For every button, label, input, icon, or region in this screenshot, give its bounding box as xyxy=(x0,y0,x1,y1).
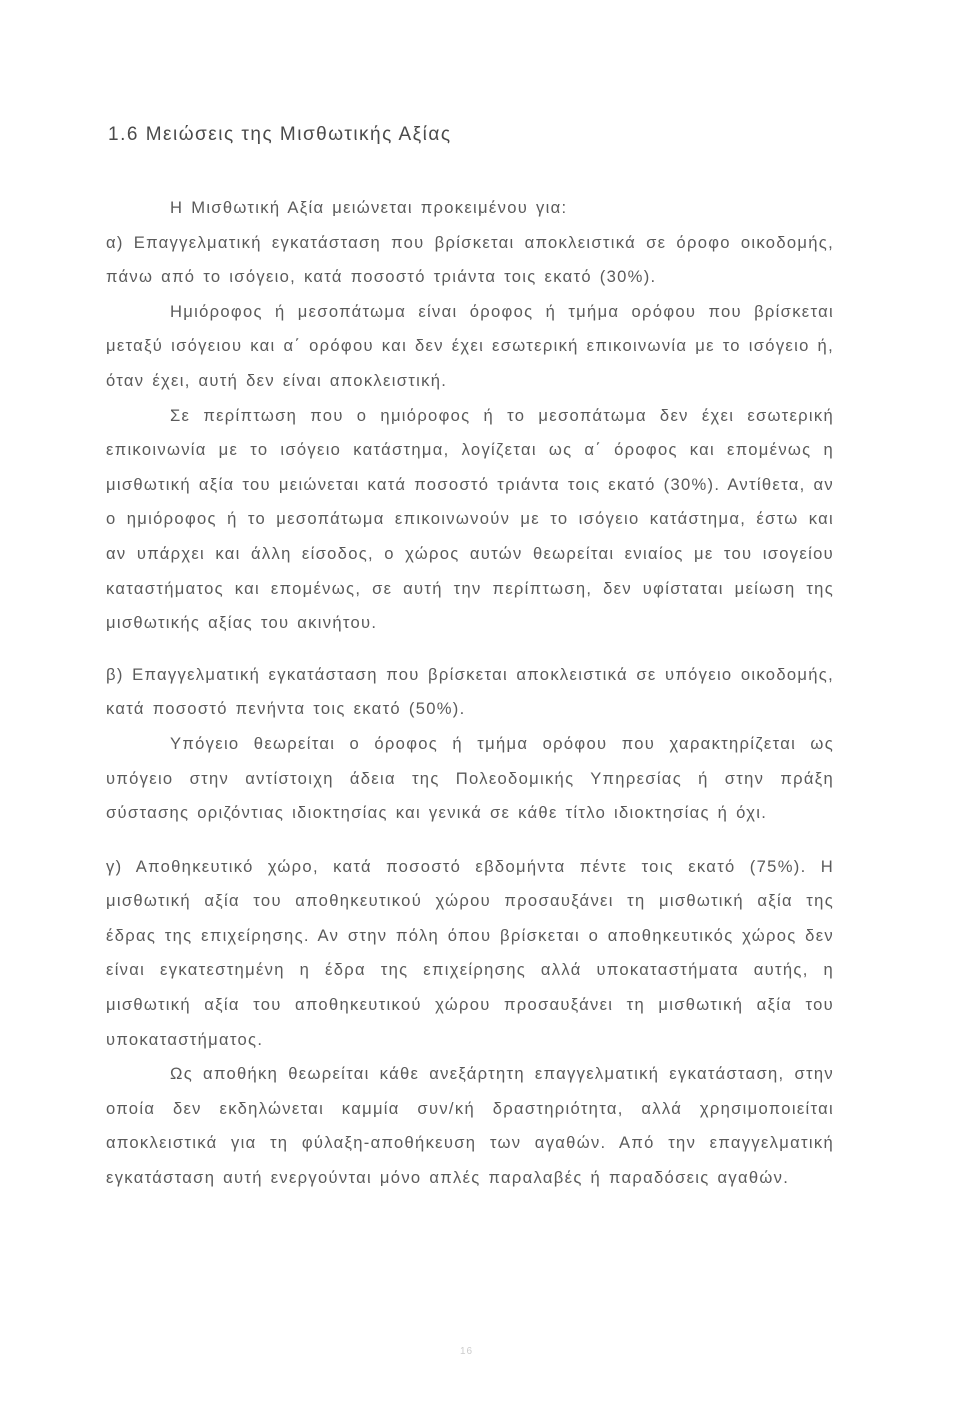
document-body xyxy=(106,191,834,1196)
paragraph-a-mezzanine-case: Σε περίπτωση που ο ημιόροφος ή το μεσοπάτωμα δεν έχει εσωτερική επικοινωνία με το ισόγειο κατάστημα, λογίζεται ως α΄ όροφος και επομένως η μισθωτική αξία του μειώνεται κατά ποσοστό τριάντα τοις εκατό (30%). Αντίθετα, αν ο ημιόροφος ή το μεσοπάτωμα επικοινωνούν με το ισόγειο κατάστημα, έστω και αν υπάρχει και άλλη είσοδος, ο χώρος αυτών θεωρείται ενιαίος με του ισογείου καταστήματος και επομένως, σε αυτή την περίπτωση, δεν υφίσταται μείωση της μισθωτικής αξίας του ακινήτου. xyxy=(106,405,834,633)
intro-paragraph: Η Μισθωτική Αξία μειώνεται προκειμένου για: xyxy=(170,198,568,217)
paragraph-c-main: γ) Αποθηκευτικό χώρο, κατά ποσοστό εβδομήντα πέντε τοις εκατό (75%). Η μισθωτική αξία του αποθηκευτικού χώρου προσαυξάνει τη μισθωτική αξία της έδρας της επιχείρησης. Αν στην πόλη όπου βρίσκεται ο αποθηκευτικός χώρος δεν είναι εγκατεστημένη η έδρα της επιχείρησης αλλά υποκαταστήματα αυτής, η μισθωτική αξία του αποθηκευτικού χώρου προσαυξάνει τη μισθωτική αξία του υποκαταστήματος. xyxy=(106,856,834,1049)
paragraph-a-mezzanine-definition: Ημιόροφος ή μεσοπάτωμα είναι όροφος ή τμήμα ορόφου που βρίσκεται μεταξύ ισόγειου και α΄ ορόφου και δεν έχει εσωτερική επικοινωνία με το ισόγειο ή, όταν έχει, αυτή δεν είναι αποκλειστική. xyxy=(106,301,834,390)
paragraph-b-basement-definition: Υπόγειο θεωρείται ο όροφος ή τμήμα ορόφου που χαρακτηρίζεται ως υπόγειο στην αντίστοιχη άδεια της Πολεοδομικής Υπηρεσίας ή στην πράξη σύστασης οριζόντιας ιδιοκτησίας και γενικά σε κάθε τίτλο ιδιοκτησίας ή όχι. xyxy=(106,733,834,823)
paragraph-b-main: β) Επαγγελματική εγκατάσταση που βρίσκεται αποκλειστικά σε υπόγειο οικοδομής, κατά ποσοστό πενήντα τοις εκατό (50%). xyxy=(106,664,834,719)
section-heading: 1.6 Μειώσεις της Μισθωτικής Αξίας xyxy=(108,124,452,145)
paragraph-a-main: α) Επαγγελματική εγκατάσταση που βρίσκεται αποκλειστικά σε όροφο οικοδομής, πάνω από το ισόγειο, κατά ποσοστό τριάντα τοις εκατό (30%). xyxy=(106,232,834,287)
page-number: 16 xyxy=(460,1346,474,1357)
paragraph-c-warehouse-definition: Ως αποθήκη θεωρείται κάθε ανεξάρτητη επαγγελματική εγκατάσταση, στην οποία δεν εκδηλώνεται καμμία συν/κή δραστηριότητα, αλλά χρησιμοποιείται αποκλειστικά για τη φύλαξη-αποθήκευση των αγαθών. Από την επαγγελματική εγκατάσταση αυτή ενεργούνται μόνο απλές παραλαβές ή παραδόσεις αγαθών. xyxy=(106,1064,834,1188)
